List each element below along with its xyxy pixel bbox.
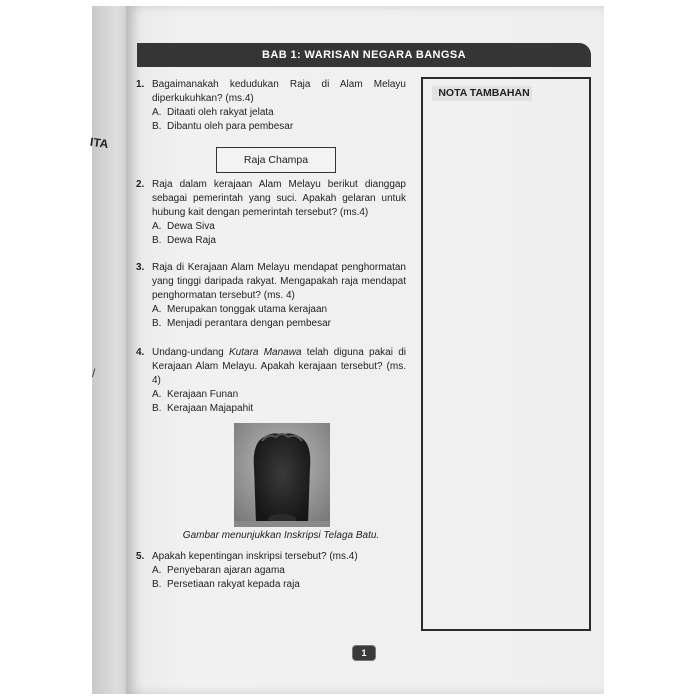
chapter-header [137,43,591,67]
question-1 [136,78,406,134]
option-text: Penyebaran ajaran agama [167,565,285,576]
question-stem: Raja di Kerajaan Alam Melayu mendapat penghormatan yang tinggi daripada rakyat. Mengapakah raja mendapat penghormatan tersebut? (ms. 4) [152,262,406,301]
option-b [152,120,406,134]
option-text: Persetiaan rakyat kepada raja [167,579,300,590]
option-a [152,106,406,120]
question-3 [136,261,406,331]
question-4 [136,346,406,416]
stem-text: telah diguna pakai di Kerajaan Alam Melayu. Apakah kerajaan tersebut? (ms. 4) [152,347,406,386]
option-letter: B. [152,318,162,329]
option-letter: B. [152,403,162,414]
question-stem: Apakah kepentingan inskripsi tersebut? (ms.4) [152,551,358,562]
option-text: Dewa Raja [167,235,216,246]
chapter-title: BAB 1: WARISAN NEGARA BANGSA [262,49,466,61]
option-text: Kerajaan Majapahit [167,403,254,414]
option-text: Menjadi perantara dengan pembesar [167,318,331,329]
left-page-edge-text: ITA [89,134,110,152]
option-text: Dewa Siva [167,221,215,232]
question-5 [136,550,406,592]
notes-box [421,77,591,631]
option-letter: B. [152,235,162,246]
question-stem: Raja dalam kerajaan Alam Melayu berikut dianggap sebagai pemerintah yang suci. Apakah gelaran untuk hubung kait dengan pemerintah tersebut? (ms.4) [152,179,406,218]
option-a [152,564,406,578]
question-number: 5. [136,551,145,562]
option-letter: A. [152,565,162,576]
question-stem: Bagaimanakah kedudukan Raja di Alam Melayu diperkukuhkan? (ms.4) [152,79,406,104]
question-stem [152,346,406,388]
question-number: 4. [136,347,145,358]
stimulus-box: Raja Champa [216,147,336,173]
option-text: Ditaati oleh rakyat jelata [167,107,274,118]
page-number: 1 [352,645,376,661]
option-a [152,303,406,317]
question-number: 1. [136,79,145,90]
option-letter: B. [152,579,162,590]
option-b [152,234,406,248]
stem-italic-title: Kutara Manawa [229,347,302,358]
option-letter: A. [152,389,162,400]
question-number: 2. [136,179,145,190]
stem-text: Undang-undang [152,347,229,358]
inscription-telaga-batu-image [234,423,330,527]
option-text: Merupakan tonggak utama kerajaan [167,304,328,315]
option-text: Kerajaan Funan [167,389,239,400]
left-page-edge-mark: / [92,366,96,380]
question-number: 3. [136,262,145,273]
option-b [152,317,406,331]
option-letter: A. [152,221,162,232]
question-2 [136,178,406,248]
option-letter: A. [152,304,162,315]
option-b [152,578,406,592]
option-text: Dibantu oleh para pembesar [167,121,294,132]
option-a [152,388,406,402]
notes-label: NOTA TAMBAHAN [438,87,530,99]
option-b [152,402,406,416]
option-letter: A. [152,107,162,118]
figure-caption: Gambar menunjukkan Inskripsi Telaga Batu. [182,530,380,541]
option-a [152,220,406,234]
option-letter: B. [152,121,162,132]
